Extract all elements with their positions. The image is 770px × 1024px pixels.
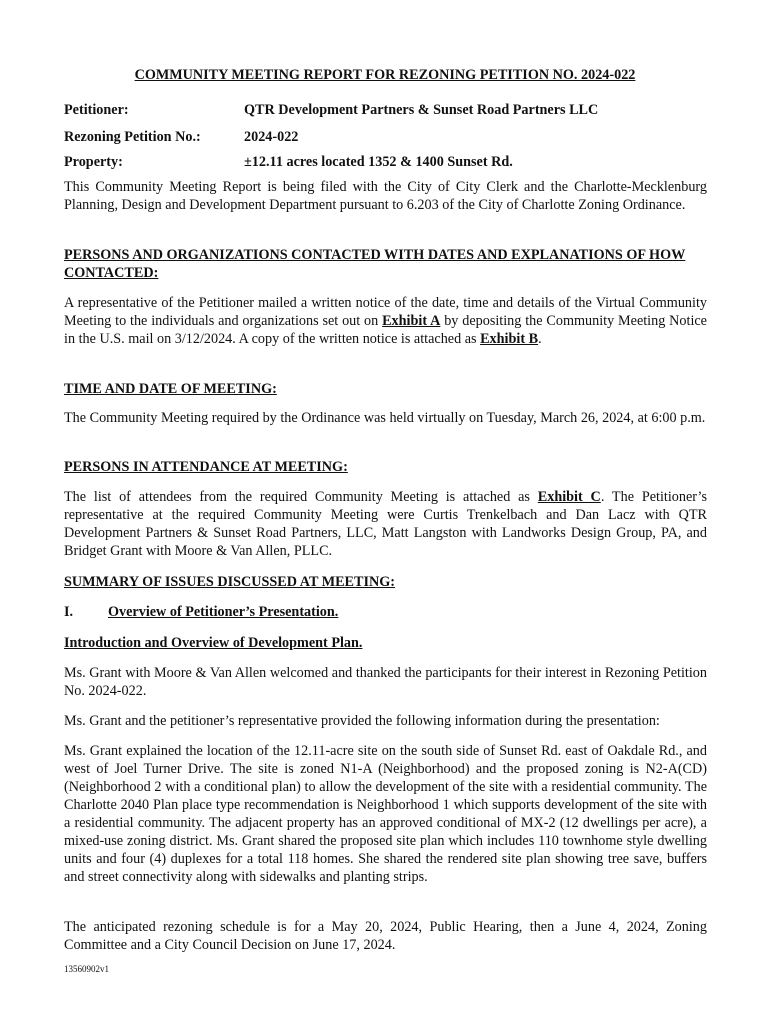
attendance-heading: PERSONS IN ATTENDANCE AT MEETING:: [64, 459, 348, 475]
time-date-heading: TIME AND DATE OF MEETING:: [64, 381, 277, 397]
welcome-paragraph: Ms. Grant with Moore & Van Allen welcomed and thanked the participants for their interest in Rezoning Petition No. 2024-022.: [64, 665, 707, 699]
contacted-text-1: A representative of the Petitioner mailed a written notice of the date, time and details of the Virtual Community Meeting to the individuals and organizations set out on: [64, 295, 707, 329]
property-label: Property:: [64, 154, 123, 170]
document-title: COMMUNITY MEETING REPORT FOR REZONING PETITION NO. 2024-022: [134, 67, 636, 83]
site-description-paragraph: Ms. Grant explained the location of the 12.11-acre site on the south side of Sunset Rd. east of Oakdale Rd., and west of Joel Turner Drive. The site is zoned N1-A (Neighborhood) and the proposed zoning is N2-A(CD) (Neighborhood 2 with a conditional plan) to allow the development of the site with a residential community. The Charlotte 2040 Plan place type recommendation is Neighborhood 1 which supports development of the site with a residential community. The adjacent property has an approved conditional of MX-2 (12 dwellings per acre), a mixed-use zoning district. Ms. Grant shared the proposed site plan which includes 110 townhome style dwelling units and four (4) duplexes for a total 118 homes. She shared the rendered site plan showing tree save, buffers and street connectivity along with sidewalks and planting strips.: [64, 743, 707, 885]
section-title: Overview of Petitioner’s Presentation.: [108, 604, 339, 620]
property-value: ±12.11 acres located 1352 & 1400 Sunset Rd.: [244, 154, 513, 170]
time-date-paragraph: The Community Meeting required by the Ordinance was held virtually on Tuesday, March 26, 2024, at 6:00 p.m.: [64, 410, 706, 426]
attendance-paragraph: [64, 488, 707, 560]
attendance-text-2: . The Petitioner’s representative at the required Community Meeting were Curtis Trenkelbach and Dan Lacz with QTR Development Partners & Sunset Road Partners, LLC, Matt Langston with Landworks Design Group, PA, and Bridget Grant with Moore & Van Allen, PLLC.: [64, 489, 707, 559]
petition-number-value: 2024-022: [244, 129, 299, 145]
presentation-intro-paragraph: Ms. Grant and the petitioner’s representative provided the following information during the presentation:: [64, 713, 660, 729]
exhibit-b-reference: Exhibit B: [480, 331, 539, 347]
attendance-text-1: The list of attendees from the required Community Meeting is attached as: [64, 489, 538, 505]
petitioner-value: QTR Development Partners & Sunset Road Partners LLC: [244, 102, 599, 118]
intro-paragraph: This Community Meeting Report is being filed with the City of City Clerk and the Charlotte-Mecklenburg Planning, Design and Development Department pursuant to 6.203 of the City of Charlotte Zoning Ordinance.: [64, 179, 707, 213]
petition-number-label: Rezoning Petition No.:: [64, 129, 201, 145]
summary-heading: SUMMARY OF ISSUES DISCUSSED AT MEETING:: [64, 574, 395, 590]
section-number: I.: [64, 604, 74, 620]
schedule-paragraph: The anticipated rezoning schedule is for a May 20, 2024, Public Hearing, then a June 4, 2024, Zoning Committee and a City Council Decision on June 17, 2024.: [64, 919, 707, 953]
exhibit-a-reference: Exhibit A: [382, 313, 441, 329]
contacted-paragraph: [64, 294, 707, 348]
contacted-heading: PERSONS AND ORGANIZATIONS CONTACTED WITH DATES AND EXPLANATIONS OF HOW CONTACTED:: [64, 247, 686, 281]
contacted-text-3: .: [538, 331, 542, 347]
document-id-footer: 13560902v1: [64, 964, 109, 974]
exhibit-c-reference: Exhibit C: [537, 489, 601, 505]
petitioner-label: Petitioner:: [64, 102, 129, 118]
development-plan-subheading: Introduction and Overview of Development Plan.: [64, 635, 363, 651]
contacted-text-2: by depositing the Community Meeting Notice in the U.S. mail on 3/12/2024. A copy of the written notice is attached as: [64, 313, 707, 347]
